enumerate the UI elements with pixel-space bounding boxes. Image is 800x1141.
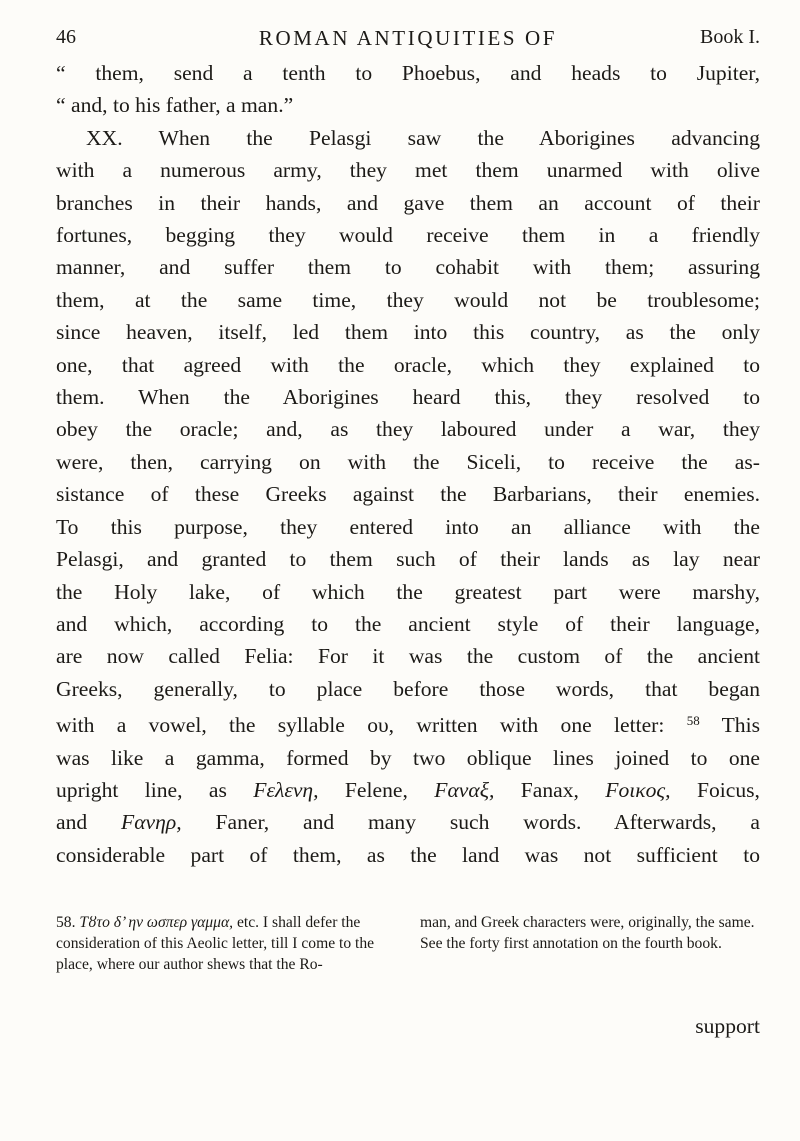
greek-word: Fαναξ, bbox=[434, 777, 495, 802]
text-line: with a numerous army, they met them unarmed with olive bbox=[56, 158, 760, 183]
text-line: branches in their hands, and gave them an account of their bbox=[56, 190, 760, 215]
text-segment: Faner, and many such words. Afterwards, a bbox=[215, 810, 760, 835]
text-line: sistance of these Greeks against the Barbarians, their enemies. bbox=[56, 482, 760, 507]
greek-word: Fανηρ, bbox=[121, 810, 182, 835]
greek-word: Fοικος, bbox=[605, 777, 671, 802]
text-line: and which, according to the ancient style of their language, bbox=[56, 611, 760, 636]
text-line: considerable part of them, as the land was not sufficient to bbox=[56, 842, 760, 867]
footnote-right-column: man, and Greek characters were, originally, the same. See the forty first annotation on the fourth book. bbox=[420, 914, 755, 952]
text-line bbox=[56, 806, 760, 838]
footnote-left-column bbox=[56, 912, 396, 975]
book-label: Book I. bbox=[700, 26, 760, 48]
text-line: were, then, carrying on with the Siceli, to receive the as- bbox=[56, 449, 760, 474]
footnote-number: 58. bbox=[56, 914, 76, 931]
text-line: “ them, send a tenth to Phoebus, and heads to Jupiter, bbox=[56, 61, 760, 85]
footnote-greek: Τȣτο δ’ ην ωσπερ γαμμα, bbox=[79, 914, 234, 931]
text-line: was like a gamma, formed by two oblique lines joined to one bbox=[56, 745, 760, 770]
text-line: one, that agreed with the oracle, which they explained to bbox=[56, 352, 760, 377]
text-line: obey the oracle; and, as they laboured under a war, they bbox=[56, 417, 760, 442]
greek-word: Fελενη, bbox=[253, 777, 319, 802]
text-segment: Felene, bbox=[344, 777, 408, 802]
text-line: fortunes, begging they would receive them in a friendly bbox=[56, 223, 760, 248]
text-line: them. When the Aborigines heard this, they resolved to bbox=[56, 385, 760, 410]
page-number: 46 bbox=[56, 26, 76, 48]
text-line: them, at the same time, they would not be troublesome; bbox=[56, 287, 760, 312]
footnote-text: etc. I shall defer the consideration of this Aeolic letter, till I come to the place, where our author shews that the Ro- bbox=[56, 914, 375, 973]
running-title: ROMAN ANTIQUITIES OF bbox=[258, 26, 558, 50]
text-line: Greeks, generally, to place before those words, that began bbox=[56, 676, 760, 701]
text-segment: and bbox=[56, 810, 88, 835]
text-segment: upright line, as bbox=[56, 777, 227, 802]
text-segment: Foicus, bbox=[696, 777, 760, 802]
footnote-marker: 58 bbox=[686, 713, 700, 729]
text-segment: Fanax, bbox=[520, 777, 579, 802]
text-line: since heaven, itself, led them into this country, as the only bbox=[56, 320, 760, 345]
text-segment: This bbox=[721, 713, 760, 738]
text-line bbox=[56, 705, 760, 741]
main-text bbox=[56, 57, 760, 871]
text-line: “ and, to his father, a man.” bbox=[56, 93, 294, 118]
text-line: manner, and suffer them to cohabit with them; assuring bbox=[56, 255, 760, 280]
text-line bbox=[56, 774, 760, 806]
text-segment: with a vowel, the syllable ου, written with one letter: bbox=[56, 713, 665, 738]
text-line: XX. When the Pelasgi saw the Aborigines advancing bbox=[86, 125, 760, 150]
running-header bbox=[56, 26, 760, 60]
text-line: To this purpose, they entered into an alliance with the bbox=[56, 514, 760, 539]
catchword: support bbox=[695, 1014, 760, 1038]
text-line: Pelasgi, and granted to them such of their lands as lay near bbox=[56, 547, 760, 572]
text-line: the Holy lake, of which the greatest part were marshy, bbox=[56, 579, 760, 604]
text-line: are now called Felia: For it was the custom of the ancient bbox=[56, 644, 760, 669]
